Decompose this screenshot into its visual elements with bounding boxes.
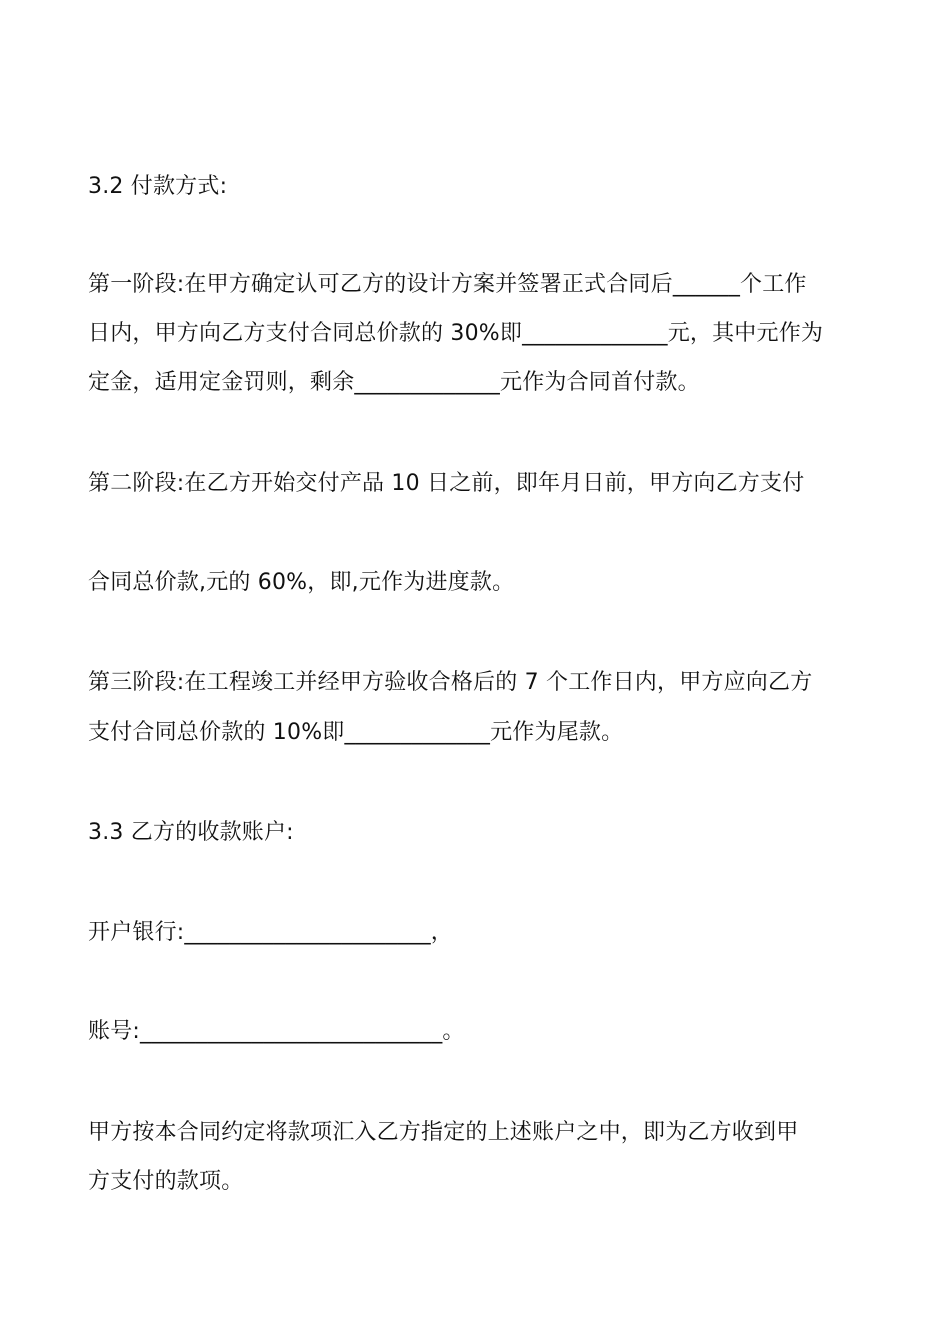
section-heading-3-3: 3.3 乙方的收款账户: <box>88 820 294 845</box>
section-heading-3-2: 3.2 付款方式: <box>88 174 228 199</box>
closing-line-1: 甲方按本合同约定将款项汇入乙方指定的上述账户之中，即为乙方收到甲 <box>88 1120 799 1145</box>
stage2-line-1: 第二阶段:在乙方开始交付产品 10 日之前，即年月日前，甲方向乙方支付 <box>88 471 805 496</box>
stage2-line-2: 合同总价款,元的 60%，即,元作为进度款。 <box>88 570 515 595</box>
stage3-line-1: 第三阶段:在工程竣工并经甲方验收合格后的 7 个工作日内，甲方应向乙方 <box>88 670 813 695</box>
stage1-line-1: 第一阶段:在甲方确定认可乙方的设计方案并签署正式合同后______个工作 <box>88 272 807 297</box>
stage1-line-3: 定金，适用定金罚则，剩余_____________元作为合同首付款。 <box>88 370 700 395</box>
stage1-line-2: 日内，甲方向乙方支付合同总价款的 30%即_____________元，其中元作为 <box>88 321 824 346</box>
closing-line-2: 方支付的款项。 <box>88 1169 244 1194</box>
stage3-line-2: 支付合同总价款的 10%即_____________元作为尾款。 <box>88 720 624 745</box>
account-line: 账号:___________________________。 <box>88 1019 465 1044</box>
bank-line: 开户银行:______________________， <box>88 920 454 945</box>
